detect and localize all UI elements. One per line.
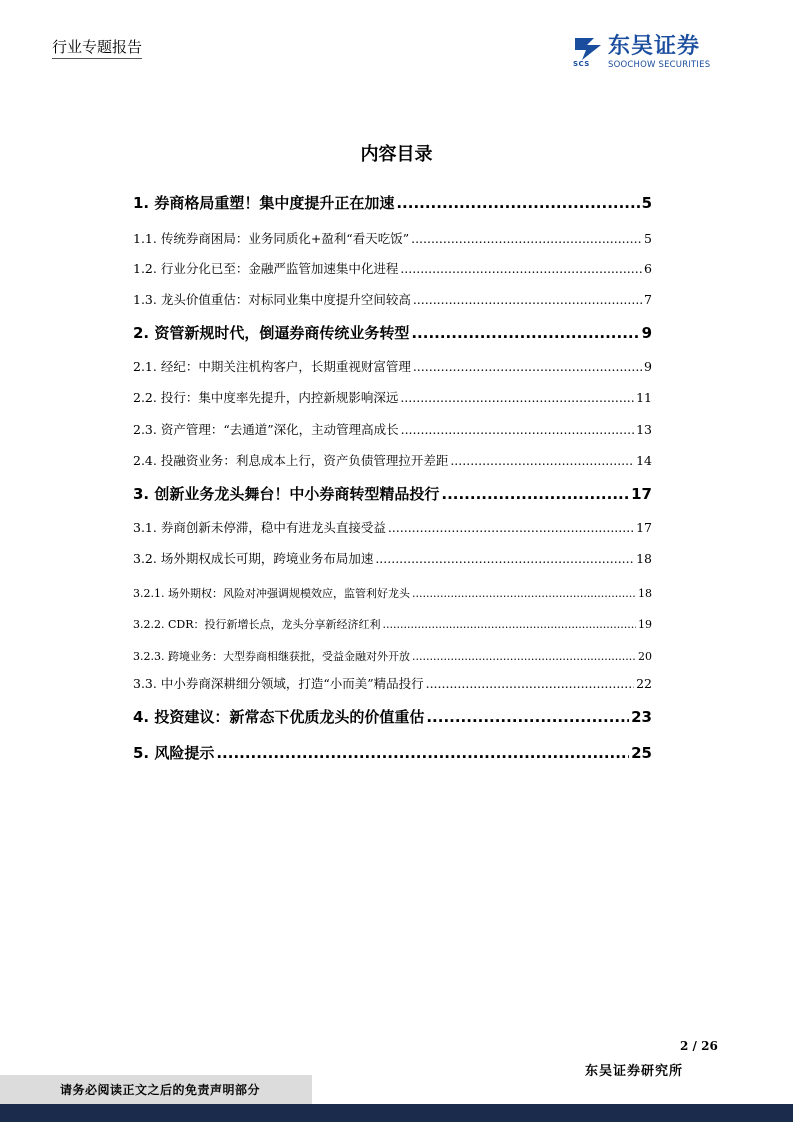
toc-entry-page: 17 (631, 485, 652, 503)
toc-entry-label: 3.1. 券商创新未停滞，稳中有进龙头直接受益 (133, 520, 386, 535)
toc-entry[interactable] (133, 706, 652, 727)
toc-entry[interactable] (133, 742, 652, 763)
toc-entry-page: 5 (644, 231, 652, 246)
toc-entry[interactable] (133, 357, 652, 375)
toc-entry[interactable] (133, 259, 652, 277)
toc-entry-page: 23 (631, 708, 652, 726)
toc-entry[interactable] (133, 229, 652, 247)
toc-entry-page: 11 (636, 390, 652, 405)
toc-entry-page: 17 (636, 520, 652, 535)
toc-entry[interactable] (133, 549, 652, 567)
toc-entry-page: 25 (631, 744, 652, 762)
toc-leader-dots (400, 261, 642, 276)
toc-leader-dots (413, 292, 642, 307)
toc-leader-dots (450, 453, 634, 468)
toc-entry-label: 2. 资管新规时代，倒逼券商传统业务转型 (133, 324, 410, 342)
toc-leader-dots (396, 194, 639, 212)
toc-entry[interactable] (133, 483, 652, 504)
toc-entry-page: 9 (644, 359, 652, 374)
toc-entry-label: 1. 券商格局重塑！集中度提升正在加速 (133, 194, 395, 212)
scs-logo-icon (572, 34, 604, 62)
toc-entry-label: 1.1. 传统券商困局：业务同质化+盈利“看天吃饭” (133, 231, 410, 246)
toc-entry-page: 18 (636, 551, 652, 566)
toc-entry[interactable] (133, 290, 652, 308)
toc-entry[interactable] (133, 674, 652, 692)
toc-entry-label: 3. 创新业务龙头舞台！中小券商转型精品投行 (133, 485, 440, 503)
toc-entry-label: 3.2.3. 跨境业务：大型券商相继获批，受益金融对外开放 (133, 650, 410, 663)
toc-entry-page: 22 (636, 676, 652, 691)
toc-entry-page: 14 (636, 453, 652, 468)
toc-entry[interactable] (133, 518, 652, 536)
toc-leader-dots (411, 231, 642, 246)
logo-english-name: SOOCHOW SECURITIES (608, 60, 711, 70)
toc-entry[interactable] (133, 648, 652, 664)
toc-leader-dots (411, 324, 639, 342)
footer-bar (0, 1104, 793, 1122)
logo-chinese-name: 东吴证券 (608, 34, 701, 59)
research-institute-name: 东吴证券研究所 (585, 1064, 684, 1079)
page-indicator: 2 / 26 (680, 1039, 718, 1053)
report-category: 行业专题报告 (52, 38, 142, 59)
toc-leader-dots (400, 390, 634, 405)
toc-entry-label: 1.2. 行业分化已至：金融严监管加速集中化进程 (133, 261, 399, 276)
toc-entry[interactable] (133, 322, 652, 343)
toc-entry-page: 18 (638, 587, 652, 600)
toc-entry-page: 6 (644, 261, 652, 276)
toc-entry-page: 20 (638, 650, 652, 663)
toc-leader-dots (426, 676, 634, 691)
toc-entry-page: 7 (644, 292, 652, 307)
toc-entry-label: 1.3. 龙头价值重估：对标同业集中度提升空间较高 (133, 292, 411, 307)
toc-leader-dots (401, 422, 634, 437)
toc-leader-dots (441, 485, 629, 503)
toc-leader-dots (375, 551, 634, 566)
toc-entry-page: 9 (641, 324, 652, 342)
toc-leader-dots (412, 650, 636, 663)
toc-entry-label: 4. 投资建议：新常态下优质龙头的价值重估 (133, 708, 425, 726)
disclaimer-text: 请务必阅读正文之后的免责声明部分 (60, 1083, 261, 1097)
toc-entry-page: 5 (641, 194, 652, 212)
toc-entry[interactable] (133, 420, 652, 438)
toc-entry[interactable] (133, 388, 652, 406)
toc-leader-dots (388, 520, 634, 535)
toc-entry-page: 19 (638, 618, 652, 631)
logo-tag: SCS (573, 60, 590, 68)
toc-entry-label: 2.2. 投行：集中度率先提升，内控新规影响深远 (133, 390, 399, 405)
company-logo (572, 34, 732, 70)
toc-entry-label: 2.3. 资产管理：“去通道”深化，主动管理高成长 (133, 422, 399, 437)
toc-entry-label: 5. 风险提示 (133, 744, 215, 762)
toc-entry[interactable] (133, 616, 652, 632)
toc-entry-label: 3.2.1. 场外期权：风险对冲强调规模效应，监管利好龙头 (133, 587, 410, 600)
toc-entry-page: 13 (636, 422, 652, 437)
toc-entry[interactable] (133, 451, 652, 469)
toc-leader-dots (426, 708, 629, 726)
toc-entry-label: 2.1. 经纪：中期关注机构客户，长期重视财富管理 (133, 359, 411, 374)
toc-title: 内容目录 (360, 144, 433, 165)
toc-entry[interactable] (133, 192, 652, 213)
toc-entry-label: 3.2. 场外期权成长可期，跨境业务布局加速 (133, 551, 374, 566)
toc-entry-label: 2.4. 投融资业务：利息成本上行，资产负债管理拉开差距 (133, 453, 449, 468)
toc-entry[interactable] (133, 585, 652, 601)
toc-leader-dots (412, 587, 636, 600)
toc-entry-label: 3.3. 中小券商深耕细分领域，打造“小而美”精品投行 (133, 676, 424, 691)
toc-entry-label: 3.2.2. CDR：投行新增长点，龙头分享新经济红利 (133, 618, 381, 631)
toc-leader-dots (216, 744, 629, 762)
toc-leader-dots (383, 618, 637, 631)
toc-leader-dots (413, 359, 642, 374)
